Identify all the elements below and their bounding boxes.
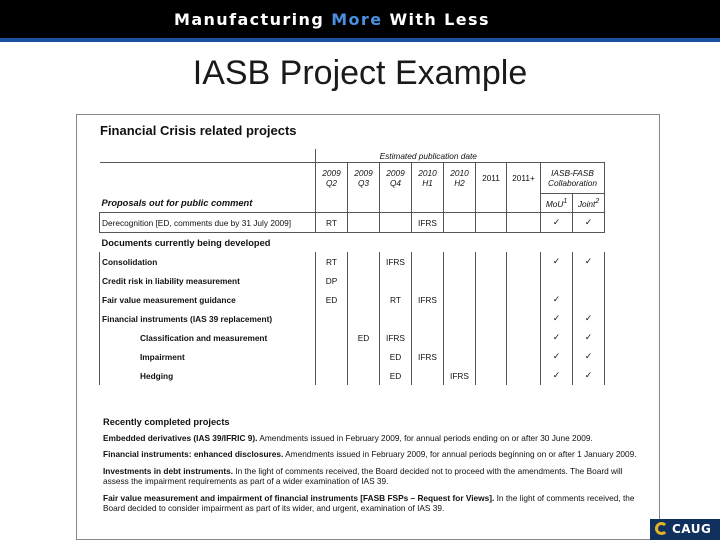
row-cell	[348, 252, 380, 271]
completed-item	[103, 433, 639, 444]
joint-check: ✓	[573, 309, 605, 328]
row-cell	[507, 271, 541, 290]
header-collab: IASB-FASB Collaboration	[541, 163, 605, 194]
joint-sup: 2	[595, 197, 600, 205]
joint-header	[573, 194, 605, 213]
top-banner	[0, 0, 720, 38]
completed-item-title: Investments in debt instruments.	[103, 465, 234, 476]
table-row	[100, 328, 605, 347]
cell	[541, 233, 573, 253]
mou-check: ✓	[541, 290, 573, 309]
row-cell: DP	[316, 271, 348, 290]
row-cell	[412, 271, 444, 290]
cell	[541, 149, 573, 163]
cell	[348, 194, 380, 213]
cell	[348, 233, 380, 253]
cell	[316, 194, 348, 213]
mou-check: ✓	[541, 252, 573, 271]
row-label: Impairment	[100, 347, 316, 366]
mou-check	[541, 271, 573, 290]
row-cell	[476, 213, 507, 233]
row-cell	[412, 328, 444, 347]
cell	[412, 233, 444, 253]
banner-brand	[174, 10, 490, 29]
row-cell: ED	[316, 290, 348, 309]
row-cell	[348, 309, 380, 328]
row-label: Consolidation	[100, 252, 316, 271]
joint-label: Joint	[577, 198, 596, 209]
projects-table	[99, 149, 605, 385]
completed-item-text: Amendments issued in February 2009, for annual periods ending on or after 30 June 2009.	[257, 432, 593, 443]
row-cell	[380, 271, 412, 290]
row-cell: RT	[316, 213, 348, 233]
banner-divider	[0, 38, 720, 42]
table-row	[100, 290, 605, 309]
section-heading: Proposals out for public comment	[101, 197, 253, 208]
row-cell	[444, 309, 476, 328]
row-cell	[444, 252, 476, 271]
row-cell	[412, 252, 444, 271]
row-cell	[476, 366, 507, 385]
completed-item-text: In the light of comments received, the Board decided not to proceed with the amendments. The Board will assess the impairment requirements as part of a wider examination of IAS 39.	[103, 465, 623, 486]
row-cell	[444, 290, 476, 309]
row-cell	[380, 213, 412, 233]
cell	[444, 194, 476, 213]
cell	[476, 233, 507, 253]
row-cell	[444, 213, 476, 233]
row-cell	[444, 347, 476, 366]
completed-item-title: Embedded derivatives (IAS 39/IFRIC 9).	[103, 432, 258, 443]
mou-check: ✓	[541, 328, 573, 347]
row-cell	[476, 252, 507, 271]
row-cell	[476, 271, 507, 290]
row-cell	[444, 271, 476, 290]
mou-sup: 1	[563, 197, 568, 205]
row-cell	[476, 309, 507, 328]
row-cell	[507, 328, 541, 347]
row-cell: IFRS	[444, 366, 476, 385]
logo-arc-icon	[655, 522, 668, 535]
row-cell	[476, 347, 507, 366]
row-cell	[507, 347, 541, 366]
completed-heading: Recently completed projects	[103, 417, 230, 427]
row-cell	[476, 290, 507, 309]
joint-check	[573, 290, 605, 309]
cell	[573, 233, 605, 253]
row-cell: IFRS	[412, 290, 444, 309]
mou-label: MoU	[545, 198, 564, 209]
row-cell: RT	[380, 290, 412, 309]
row-cell: IFRS	[412, 213, 444, 233]
brand-part2: With Less	[389, 10, 490, 29]
joint-check	[573, 271, 605, 290]
caug-logo	[650, 519, 720, 540]
cell	[412, 194, 444, 213]
row-cell	[348, 290, 380, 309]
mou-check: ✓	[541, 213, 573, 233]
row-cell: ED	[348, 328, 380, 347]
column-header: 2010 H1	[412, 163, 444, 194]
row-cell	[412, 309, 444, 328]
cell	[507, 233, 541, 253]
brand-part1: Manufacturing	[174, 10, 325, 29]
joint-check: ✓	[573, 213, 605, 233]
row-label: Financial instruments (IAS 39 replacement)	[100, 309, 316, 328]
completed-item-title: Fair value measurement and impairment of financial instruments [FASB FSPs – Request for Views].	[103, 492, 495, 503]
table-row	[100, 309, 605, 328]
row-cell: IFRS	[412, 347, 444, 366]
row-cell	[507, 366, 541, 385]
header-estimated: Estimated publication date	[316, 149, 541, 163]
row-cell	[316, 309, 348, 328]
row-cell	[316, 347, 348, 366]
section-heading: Documents currently being developed	[101, 237, 271, 248]
column-header: 2009 Q2	[316, 163, 348, 194]
cell	[316, 233, 348, 253]
row-label: Derecognition [ED, comments due by 31 July 2009]	[100, 213, 316, 233]
column-header: 2009 Q4	[380, 163, 412, 194]
table-row	[100, 252, 605, 271]
document-title: Financial Crisis related projects	[100, 123, 297, 138]
completed-item-title: Financial instruments: enhanced disclosures.	[103, 449, 284, 459]
cell	[380, 194, 412, 213]
row-cell	[316, 328, 348, 347]
joint-check: ✓	[573, 366, 605, 385]
completed-item	[103, 493, 639, 514]
row-cell	[348, 366, 380, 385]
row-cell	[507, 213, 541, 233]
row-cell	[507, 309, 541, 328]
completed-item-text: Amendments issued in February 2009, for annual periods beginning on or after 1 January 2009.	[283, 449, 637, 459]
row-label: Fair value measurement guidance	[100, 290, 316, 309]
cell	[444, 233, 476, 253]
row-cell	[444, 328, 476, 347]
slide-title: IASB Project Example	[192, 54, 528, 92]
row-label: Classification and measurement	[100, 328, 316, 347]
document-panel	[76, 114, 660, 540]
joint-check: ✓	[573, 252, 605, 271]
cell	[476, 194, 507, 213]
mou-header	[541, 194, 573, 213]
row-cell: RT	[316, 252, 348, 271]
row-cell	[348, 271, 380, 290]
row-cell: ED	[380, 366, 412, 385]
mou-check: ✓	[541, 309, 573, 328]
joint-check: ✓	[573, 347, 605, 366]
row-cell: IFRS	[380, 252, 412, 271]
row-cell	[412, 366, 444, 385]
column-header: 2010 H2	[444, 163, 476, 194]
cell	[573, 149, 605, 163]
brand-highlight: More	[331, 10, 383, 29]
column-header: 2011	[476, 163, 507, 194]
cell	[507, 194, 541, 213]
row-cell	[476, 328, 507, 347]
table-row	[100, 347, 605, 366]
completed-projects	[103, 417, 639, 520]
row-label: Hedging	[100, 366, 316, 385]
cell	[380, 233, 412, 253]
joint-check: ✓	[573, 328, 605, 347]
row-label: Credit risk in liability measurement	[100, 271, 316, 290]
row-cell	[348, 213, 380, 233]
row-cell	[507, 290, 541, 309]
column-header: 2011+	[507, 163, 541, 194]
mou-check: ✓	[541, 347, 573, 366]
row-cell	[316, 366, 348, 385]
column-header: 2009 Q3	[348, 163, 380, 194]
row-cell	[380, 309, 412, 328]
table-row	[100, 213, 605, 233]
cell	[100, 149, 316, 163]
mou-check: ✓	[541, 366, 573, 385]
row-cell	[507, 252, 541, 271]
table-row	[100, 271, 605, 290]
table-row	[100, 366, 605, 385]
completed-item	[103, 449, 639, 460]
cell	[100, 163, 316, 194]
completed-item	[103, 466, 639, 487]
row-cell: ED	[380, 347, 412, 366]
logo-text: CAUG	[672, 522, 712, 536]
completed-item-text: In the light of comments received, the Board decided to consider impairment as part of its wider, and urgent, examination of IAS 39.	[103, 492, 635, 513]
row-cell: IFRS	[380, 328, 412, 347]
row-cell	[348, 347, 380, 366]
